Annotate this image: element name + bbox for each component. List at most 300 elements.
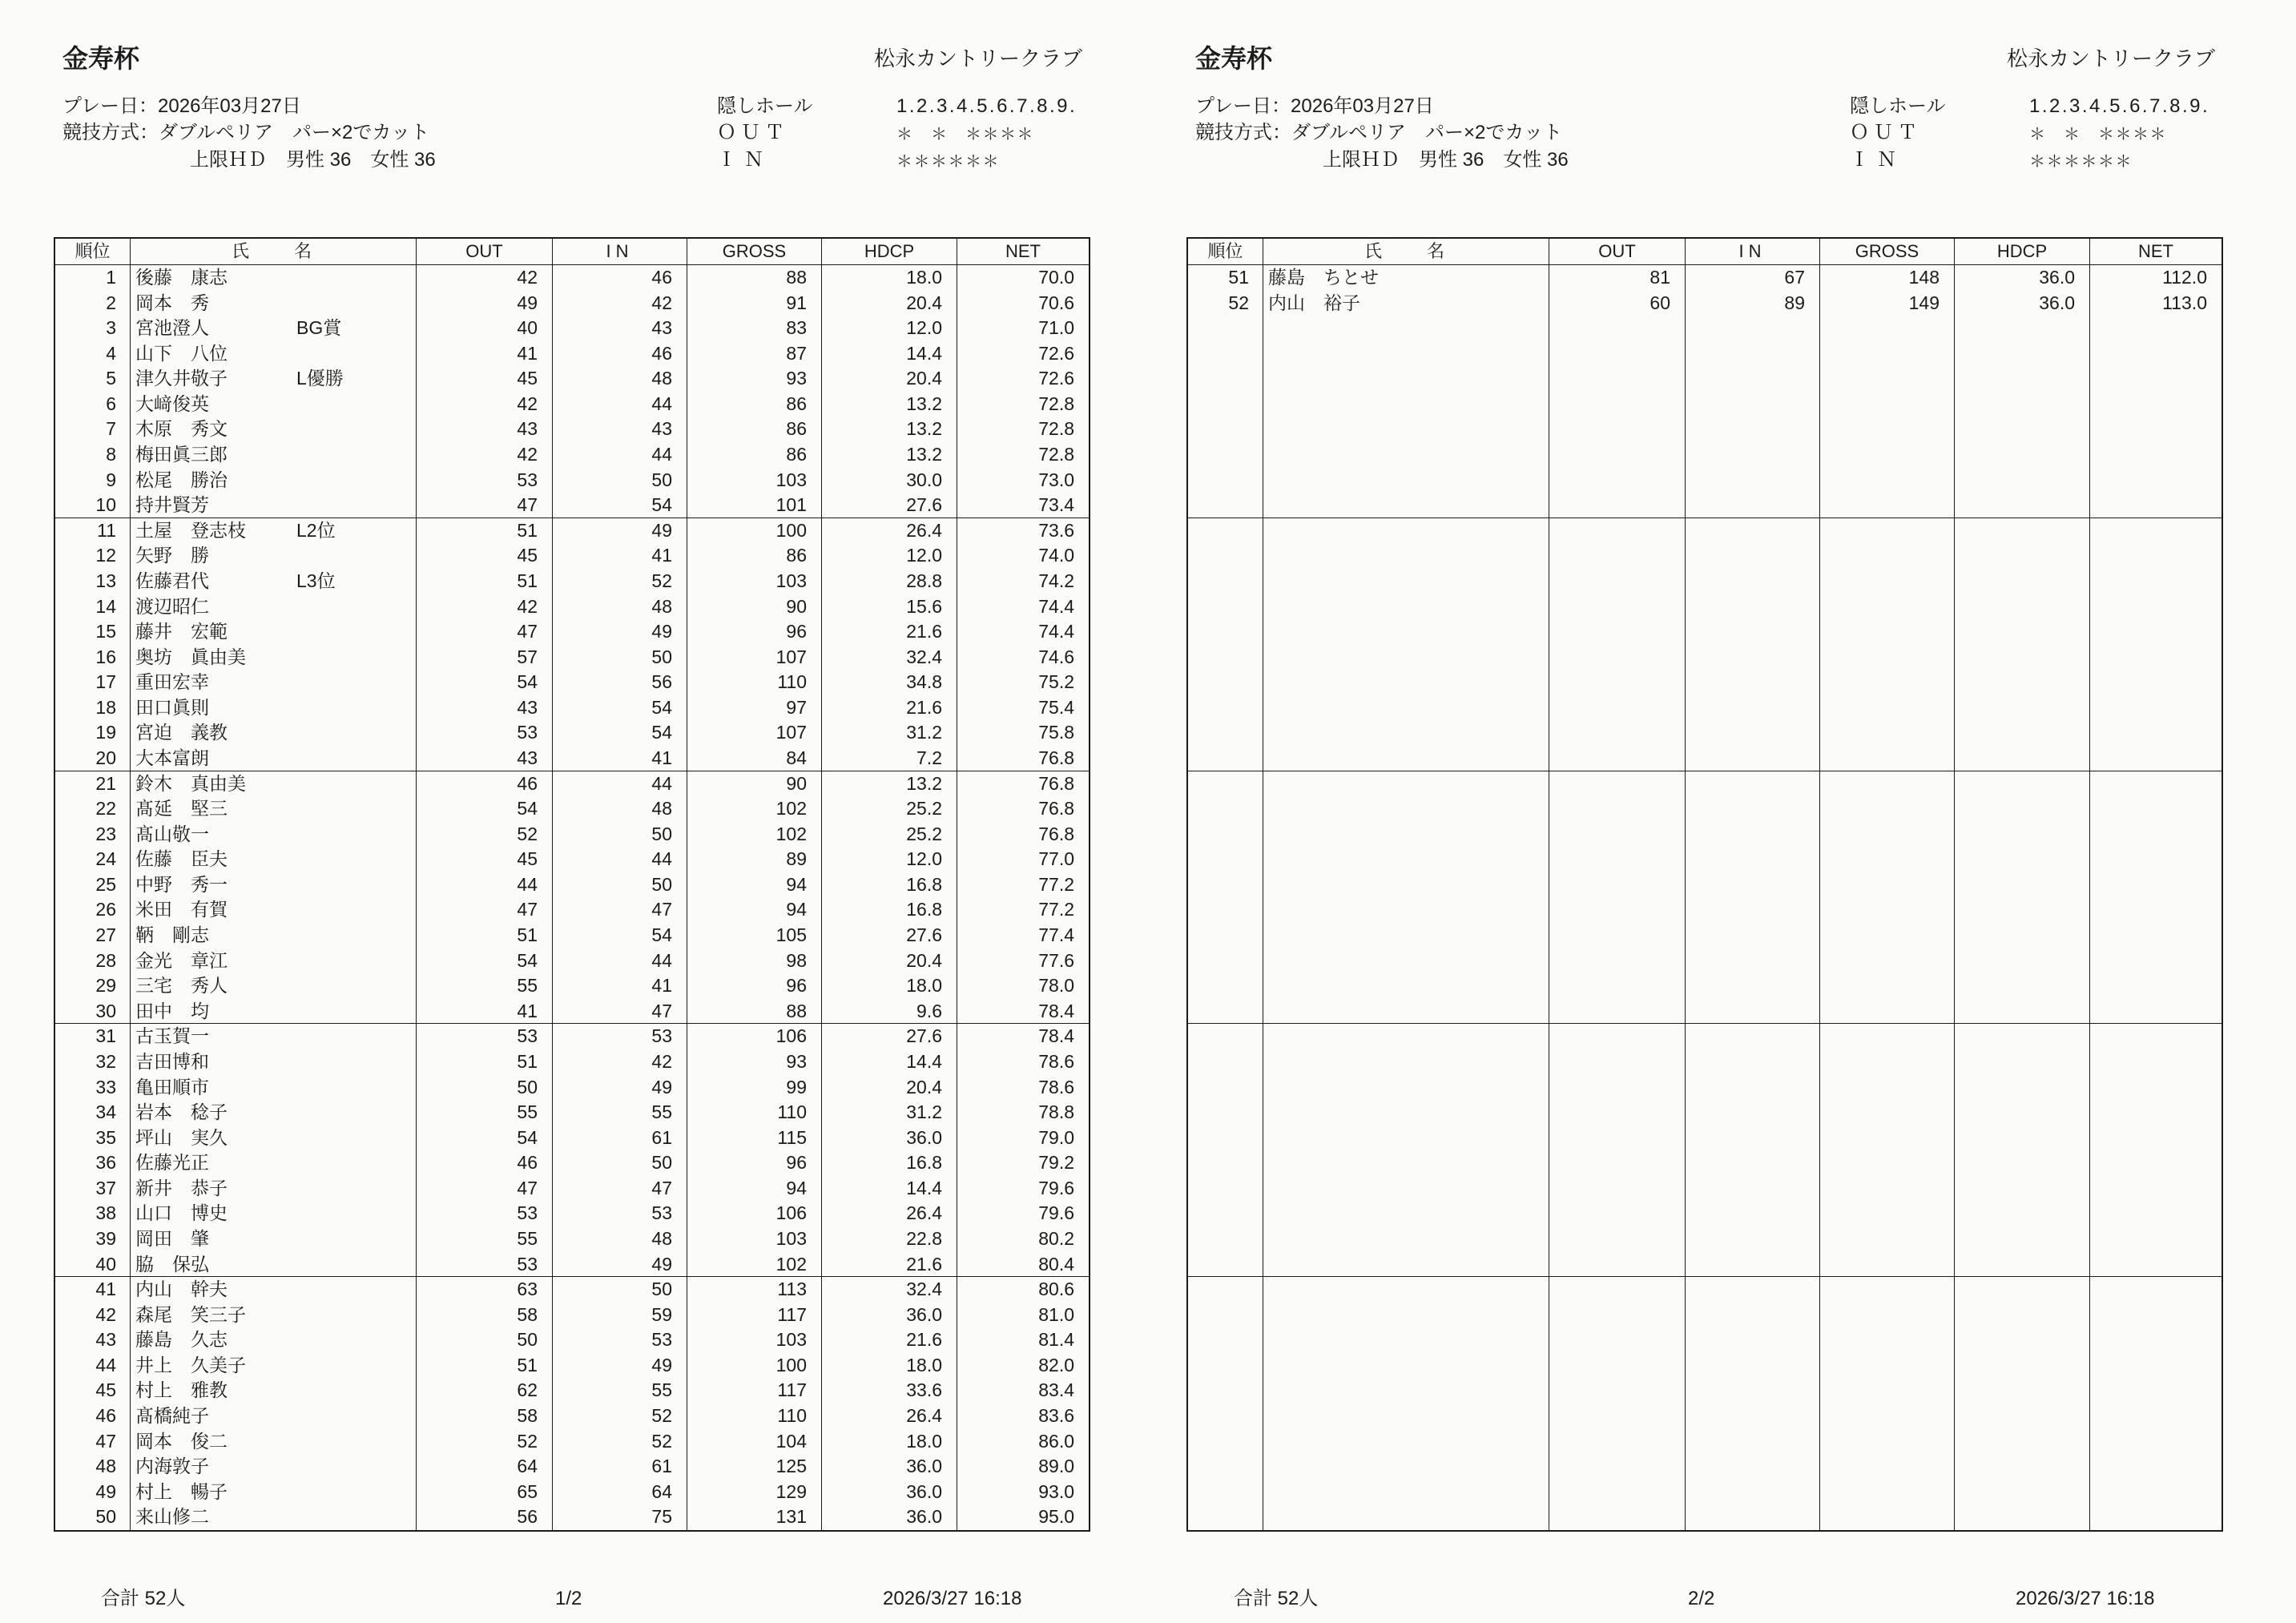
cell-net (957, 366, 1089, 392)
header-name: 氏 名 (1263, 239, 1549, 264)
cell-rank (1188, 645, 1263, 671)
hdcp-value: 14.4 (906, 1050, 942, 1072)
net-value: 81.0 (1038, 1303, 1074, 1325)
player-name: 山下 八位 (135, 342, 228, 364)
cell-gross (1820, 948, 1955, 974)
cell-hdcp (1955, 1226, 2090, 1252)
out-value: 58 (517, 1405, 538, 1427)
cell-gross (687, 720, 822, 746)
cell-gross (687, 796, 822, 822)
cell-net (957, 1252, 1089, 1277)
player-name: 村上 暢子 (135, 1480, 228, 1502)
cell-rank (1188, 619, 1263, 645)
cell-in (553, 468, 687, 493)
cell-hdcp (822, 645, 957, 671)
in-value: 61 (651, 1126, 672, 1148)
cell-rank (55, 1252, 131, 1277)
cell-net (2090, 999, 2221, 1024)
cell-out (1549, 999, 1686, 1024)
table-row (55, 1024, 1089, 1049)
cell-gross (1820, 316, 1955, 341)
table-row (55, 1075, 1089, 1101)
player-name: 三宅 秀人 (135, 975, 228, 997)
cell-out (417, 847, 553, 872)
footer-page-number: 1/2 (555, 1588, 582, 1609)
out-value: 51 (517, 1354, 538, 1375)
header-hdcp: HDCP (1955, 239, 2090, 264)
table-row (55, 569, 1089, 594)
cell-out (1549, 1226, 1686, 1252)
cell-hdcp (822, 265, 957, 291)
cell-net (2090, 265, 2221, 291)
cell-in (1686, 1480, 1820, 1505)
hdcp-value: 26.4 (906, 519, 942, 541)
cell-in (1686, 316, 1820, 341)
net-value: 81.4 (1038, 1329, 1074, 1351)
player-name: 大﨑俊英 (135, 393, 209, 414)
rank-value: 41 (95, 1279, 116, 1300)
cell-name (1263, 569, 1549, 594)
cell-net (2090, 1150, 2221, 1176)
cell-name (131, 796, 417, 822)
cell-in (553, 1100, 687, 1126)
cell-gross (1820, 291, 1955, 316)
in-value: 49 (651, 1076, 672, 1097)
cell-hdcp (1955, 1480, 2090, 1505)
cell-name (1263, 392, 1549, 417)
cell-name (131, 1126, 417, 1151)
cell-gross (1820, 847, 1955, 872)
cell-name (131, 493, 417, 518)
net-value: 76.8 (1038, 747, 1074, 768)
cell-out (1549, 923, 1686, 948)
table-row (55, 1176, 1089, 1202)
cell-in (553, 948, 687, 974)
cell-out (417, 720, 553, 746)
header-rank: 順位 (55, 239, 131, 264)
table-row (1188, 1049, 2221, 1075)
cell-name (1263, 1429, 1549, 1455)
cell-gross (1820, 872, 1955, 898)
cell-gross (1820, 1126, 1955, 1151)
rank-value: 31 (95, 1025, 116, 1047)
cell-net (957, 720, 1089, 746)
cell-out (417, 1454, 553, 1480)
table-header-row (1188, 239, 2221, 265)
player-name: 藤井 宏範 (135, 621, 228, 642)
player-name: 井上 久美子 (135, 1354, 246, 1375)
cell-in (553, 1252, 687, 1277)
cell-hdcp (1955, 1327, 2090, 1353)
hdcp-value: 22.8 (906, 1227, 942, 1249)
cell-name (131, 771, 417, 797)
cell-gross (687, 645, 822, 671)
net-value: 78.4 (1038, 1025, 1074, 1047)
table-row (1188, 417, 2221, 442)
player-name: 内山 幹夫 (135, 1279, 228, 1300)
cell-in (553, 1049, 687, 1075)
cell-gross (687, 316, 822, 341)
net-value: 83.4 (1038, 1379, 1074, 1401)
cell-name (1263, 872, 1549, 898)
cell-net (2090, 695, 2221, 721)
cell-name (131, 973, 417, 999)
cell-in (1686, 771, 1820, 797)
cell-in (553, 1429, 687, 1455)
table-row (55, 695, 1089, 721)
table-row (1188, 1201, 2221, 1226)
hidden-holes-label: 隠しホール (1850, 95, 1946, 117)
cell-net (957, 291, 1089, 316)
table-row (55, 1049, 1089, 1075)
rank-value: 42 (95, 1303, 116, 1325)
cell-in (1686, 493, 1820, 518)
out-value: 63 (517, 1279, 538, 1300)
cell-gross (1820, 1075, 1955, 1101)
cell-net (957, 1454, 1089, 1480)
table-row (1188, 847, 2221, 872)
hdcp-value: 21.6 (906, 1329, 942, 1351)
cell-hdcp (1955, 897, 2090, 923)
gross-value: 89 (786, 848, 807, 870)
cell-net (957, 1150, 1089, 1176)
hdcp-value: 12.0 (906, 317, 942, 339)
cell-net (2090, 1429, 2221, 1455)
net-value: 78.4 (1038, 1000, 1074, 1021)
net-value: 74.4 (1038, 595, 1074, 617)
in-value: 43 (651, 317, 672, 339)
cell-name (1263, 999, 1549, 1024)
cell-out (1549, 316, 1686, 341)
player-name: 藤島 ちとせ (1268, 267, 1379, 288)
cell-hdcp (822, 746, 957, 771)
out-hidden-label: ＯＵＴ (717, 122, 789, 143)
cell-hdcp (822, 1024, 957, 1049)
cell-gross (1820, 695, 1955, 721)
cell-hdcp (822, 291, 957, 316)
net-value: 78.8 (1038, 1101, 1074, 1123)
cell-gross (1820, 1454, 1955, 1480)
cell-net (957, 897, 1089, 923)
out-value: 54 (517, 949, 538, 971)
cell-net (2090, 468, 2221, 493)
cell-in (1686, 746, 1820, 771)
cell-rank (1188, 493, 1263, 518)
player-name: 奥坊 眞由美 (135, 646, 246, 667)
cell-name (131, 897, 417, 923)
cell-gross (1820, 897, 1955, 923)
table-row (1188, 1252, 2221, 1278)
cell-gross (687, 1201, 822, 1226)
cell-net (957, 746, 1089, 771)
cell-hdcp (822, 872, 957, 898)
hdcp-value: 20.4 (906, 1076, 942, 1097)
out-value: 42 (517, 393, 538, 414)
in-value: 47 (651, 1000, 672, 1021)
cell-rank (55, 569, 131, 594)
cell-hdcp (822, 948, 957, 974)
cell-name (131, 1353, 417, 1379)
out-value: 51 (517, 519, 538, 541)
in-value: 48 (651, 368, 672, 389)
cell-net (2090, 1252, 2221, 1277)
out-value: 81 (1649, 267, 1670, 288)
cell-in (553, 999, 687, 1024)
cell-hdcp (822, 847, 957, 872)
rank-value: 48 (95, 1456, 116, 1477)
in-value: 43 (651, 418, 672, 440)
cell-gross (1820, 1024, 1955, 1049)
player-name: 木原 秀文 (135, 418, 228, 440)
in-value: 59 (651, 1303, 672, 1325)
cell-hdcp (822, 1201, 957, 1226)
rank-value: 52 (1228, 292, 1249, 313)
gross-value: 90 (786, 772, 807, 794)
cell-gross (687, 1252, 822, 1277)
cell-rank (55, 619, 131, 645)
gross-value: 94 (786, 1177, 807, 1198)
player-name: 佐藤光正 (135, 1152, 209, 1174)
net-value: 74.4 (1038, 621, 1074, 642)
cell-rank (1188, 417, 1263, 442)
hdcp-value: 14.4 (906, 342, 942, 364)
cell-net (957, 872, 1089, 898)
cell-gross (687, 1480, 822, 1505)
cell-gross (687, 1100, 822, 1126)
cell-in (553, 1454, 687, 1480)
cell-out (1549, 392, 1686, 417)
table-row (1188, 1303, 2221, 1328)
cell-name (131, 366, 417, 392)
out-value: 50 (517, 1329, 538, 1351)
cell-net (957, 619, 1089, 645)
rank-value: 30 (95, 1000, 116, 1021)
net-value: 70.0 (1038, 267, 1074, 288)
player-name: 佐藤君代 (135, 570, 209, 591)
cell-name (1263, 645, 1549, 671)
cell-name (131, 1504, 417, 1530)
cell-in (1686, 1176, 1820, 1202)
cell-net (2090, 1201, 2221, 1226)
cell-net (957, 265, 1089, 291)
cell-in (1686, 822, 1820, 848)
cell-name (1263, 1504, 1549, 1530)
cell-name (1263, 1100, 1549, 1126)
hdcp-value: 36.0 (906, 1480, 942, 1502)
cell-hdcp (822, 518, 957, 544)
rank-value: 22 (95, 798, 116, 820)
gross-value: 148 (1908, 267, 1940, 288)
table-row (1188, 1150, 2221, 1176)
cell-rank (1188, 366, 1263, 392)
table-row (1188, 948, 2221, 974)
in-value: 41 (651, 975, 672, 997)
table-row (55, 417, 1089, 442)
net-value: 78.6 (1038, 1076, 1074, 1097)
cell-hdcp (1955, 543, 2090, 569)
cell-hdcp (1955, 1075, 2090, 1101)
cell-rank (55, 341, 131, 367)
cell-in (1686, 417, 1820, 442)
cell-in (553, 1378, 687, 1404)
cell-net (2090, 1404, 2221, 1429)
table-row (1188, 1226, 2221, 1252)
cell-rank (1188, 1277, 1263, 1303)
cell-hdcp (822, 417, 957, 442)
table-row (1188, 897, 2221, 923)
cell-rank (55, 872, 131, 898)
table-row (1188, 720, 2221, 746)
gross-value: 84 (786, 747, 807, 768)
cell-in (1686, 1504, 1820, 1530)
cell-gross (687, 594, 822, 620)
cell-rank (1188, 1150, 1263, 1176)
cell-rank (55, 291, 131, 316)
table-row (1188, 1126, 2221, 1151)
cell-net (957, 1277, 1089, 1303)
gross-value: 102 (775, 798, 807, 820)
cell-hdcp (822, 1176, 957, 1202)
cell-gross (687, 1378, 822, 1404)
net-value: 86.0 (1038, 1430, 1074, 1452)
cell-out (417, 1150, 553, 1176)
cell-gross (1820, 1353, 1955, 1379)
cell-rank (55, 771, 131, 797)
cell-rank (1188, 1226, 1263, 1252)
cell-name (131, 1480, 417, 1505)
table-row (1188, 796, 2221, 822)
cell-gross (1820, 923, 1955, 948)
gross-value: 86 (786, 444, 807, 465)
table-row (1188, 392, 2221, 417)
cell-net (957, 847, 1089, 872)
cell-name (131, 1378, 417, 1404)
cell-name (1263, 1252, 1549, 1277)
cell-rank (55, 847, 131, 872)
rank-value: 6 (106, 393, 116, 414)
cell-out (417, 645, 553, 671)
cell-rank (1188, 1075, 1263, 1101)
cell-gross (687, 1303, 822, 1328)
player-name: 大本富朗 (135, 747, 209, 768)
cell-out (1549, 341, 1686, 367)
net-value: 75.2 (1038, 671, 1074, 693)
table-row (1188, 923, 2221, 948)
cell-hdcp (1955, 695, 2090, 721)
cell-gross (1820, 619, 1955, 645)
cell-out (417, 291, 553, 316)
cell-gross (687, 973, 822, 999)
cell-rank (55, 1176, 131, 1202)
cell-out (417, 493, 553, 518)
cell-net (957, 1075, 1089, 1101)
cell-net (957, 341, 1089, 367)
cell-hdcp (1955, 1201, 2090, 1226)
cell-gross (1820, 645, 1955, 671)
cell-out (417, 1429, 553, 1455)
cell-out (1549, 746, 1686, 771)
cell-gross (687, 1327, 822, 1353)
cell-net (2090, 923, 2221, 948)
cell-gross (687, 1404, 822, 1429)
cell-in (1686, 948, 1820, 974)
cell-gross (1820, 265, 1955, 291)
rank-value: 15 (95, 621, 116, 642)
cell-rank (1188, 341, 1263, 367)
gross-value: 100 (775, 1354, 807, 1375)
award-note: L2位 (296, 519, 336, 541)
out-value: 65 (517, 1480, 538, 1502)
gross-value: 93 (786, 368, 807, 389)
player-name: 内山 裕子 (1268, 292, 1360, 313)
cell-name (1263, 1327, 1549, 1353)
cell-out (417, 518, 553, 544)
gross-value: 104 (775, 1430, 807, 1452)
cell-in (553, 569, 687, 594)
cell-out (1549, 1303, 1686, 1328)
cell-gross (1820, 594, 1955, 620)
cell-hdcp (822, 999, 957, 1024)
table-row (55, 670, 1089, 695)
table-row (55, 442, 1089, 468)
cell-in (553, 1353, 687, 1379)
hdcp-value: 18.0 (906, 1430, 942, 1452)
cell-hdcp (822, 619, 957, 645)
player-name: 松尾 勝治 (135, 469, 228, 490)
cell-rank (1188, 1378, 1263, 1404)
cell-name (1263, 1277, 1549, 1303)
table-row (1188, 594, 2221, 620)
cell-gross (687, 518, 822, 544)
cell-out (1549, 973, 1686, 999)
cell-hdcp (1955, 1100, 2090, 1126)
cell-rank (55, 645, 131, 671)
net-value: 95.0 (1038, 1506, 1074, 1528)
cell-out (1549, 1176, 1686, 1202)
table-row (55, 1480, 1089, 1505)
cell-net (2090, 493, 2221, 518)
gross-value: 102 (775, 823, 807, 844)
in-value: 49 (651, 519, 672, 541)
table-row (1188, 442, 2221, 468)
cell-name (131, 468, 417, 493)
cell-rank (55, 1126, 131, 1151)
cell-name (131, 720, 417, 746)
cell-out (1549, 1277, 1686, 1303)
cell-rank (55, 822, 131, 848)
gross-value: 86 (786, 418, 807, 440)
cell-hdcp (822, 316, 957, 341)
in-value: 52 (651, 1430, 672, 1452)
cell-hdcp (1955, 1429, 2090, 1455)
cell-net (2090, 872, 2221, 898)
cell-rank (55, 1075, 131, 1101)
cell-out (417, 670, 553, 695)
cell-hdcp (822, 923, 957, 948)
cell-out (1549, 1252, 1686, 1277)
player-name: 矢野 勝 (135, 545, 209, 566)
hdcp-value: 36.0 (2039, 267, 2075, 288)
table-row (55, 746, 1089, 771)
out-value: 51 (517, 1050, 538, 1072)
cell-hdcp (1955, 1252, 2090, 1277)
cell-in (1686, 1075, 1820, 1101)
cell-name (131, 417, 417, 442)
in-value: 49 (651, 621, 672, 642)
rank-value: 49 (95, 1480, 116, 1502)
cell-in (1686, 1277, 1820, 1303)
cell-out (1549, 1075, 1686, 1101)
